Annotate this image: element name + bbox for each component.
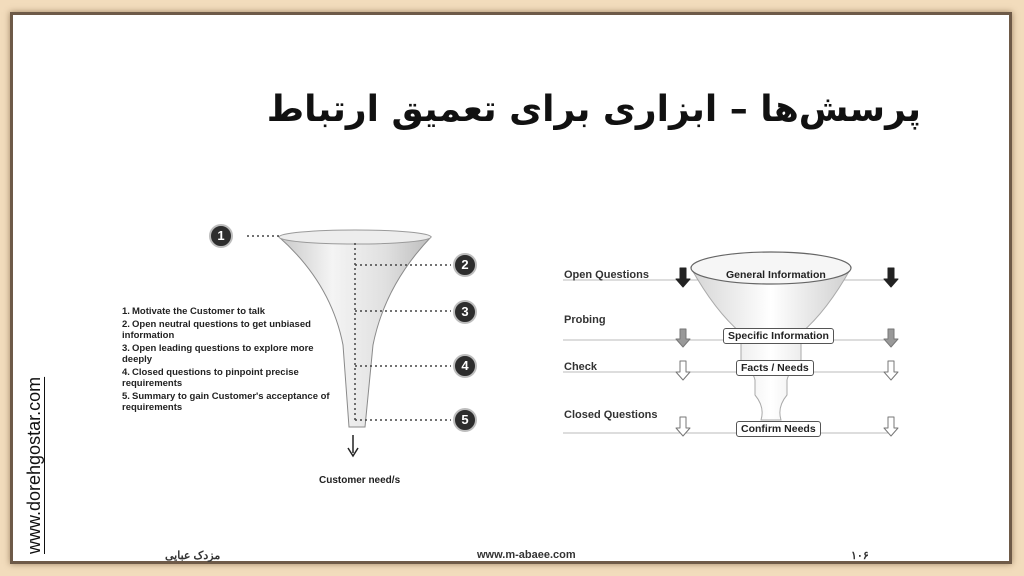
row-label-probing: Probing [564, 314, 606, 326]
row-label-open-questions: Open Questions [564, 269, 649, 281]
row-label-closed-questions: Closed Questions [564, 409, 658, 421]
step-number: 2. [122, 319, 130, 330]
watermark-url: www.dorehgostar.com [24, 376, 44, 554]
row-label-check: Check [564, 361, 598, 373]
step-text: Summary to gain Customer's acceptance of requirements [122, 391, 330, 413]
step-badge-3: 3 [453, 300, 477, 324]
arrow-icon [676, 268, 690, 436]
right-funnel-diagram [13, 15, 1013, 565]
step-number: 1. [122, 306, 130, 317]
step-badge-1: 1 [209, 224, 233, 248]
box-confirm-needs: Confirm Needs [736, 421, 821, 437]
step-number: 4. [122, 367, 130, 378]
footer-page-number: ۱۰۶ [851, 550, 869, 562]
step-text: Closed questions to pinpoint precise requirements [122, 367, 299, 389]
footer-website: www.m-abaee.com [477, 549, 576, 561]
box-facts-needs: Facts / Needs [736, 360, 814, 376]
box-general-information: General Information [726, 269, 826, 281]
customer-need-label: Customer need/s [319, 475, 401, 486]
step-badge-2: 2 [453, 253, 477, 277]
right-funnel-shape [691, 268, 851, 420]
step-badge-5: 5 [453, 408, 477, 432]
footer-author: مزدک عبایی [165, 550, 221, 562]
step-text: Open neutral questions to get unbiased information [122, 319, 311, 341]
box-specific-information: Specific Information [723, 328, 834, 344]
step-number: 5. [122, 391, 130, 402]
slide [10, 12, 1012, 564]
arrow-icon [884, 268, 898, 436]
step-number: 3. [122, 343, 130, 354]
step-text: Open leading questions to explore more deeply [122, 343, 314, 365]
slide-title: پرسش‌ها – ابزاری برای تعمیق ارتباط [266, 89, 921, 130]
step-badge-4: 4 [453, 354, 477, 378]
step-text: Motivate the Customer to talk [132, 306, 266, 317]
